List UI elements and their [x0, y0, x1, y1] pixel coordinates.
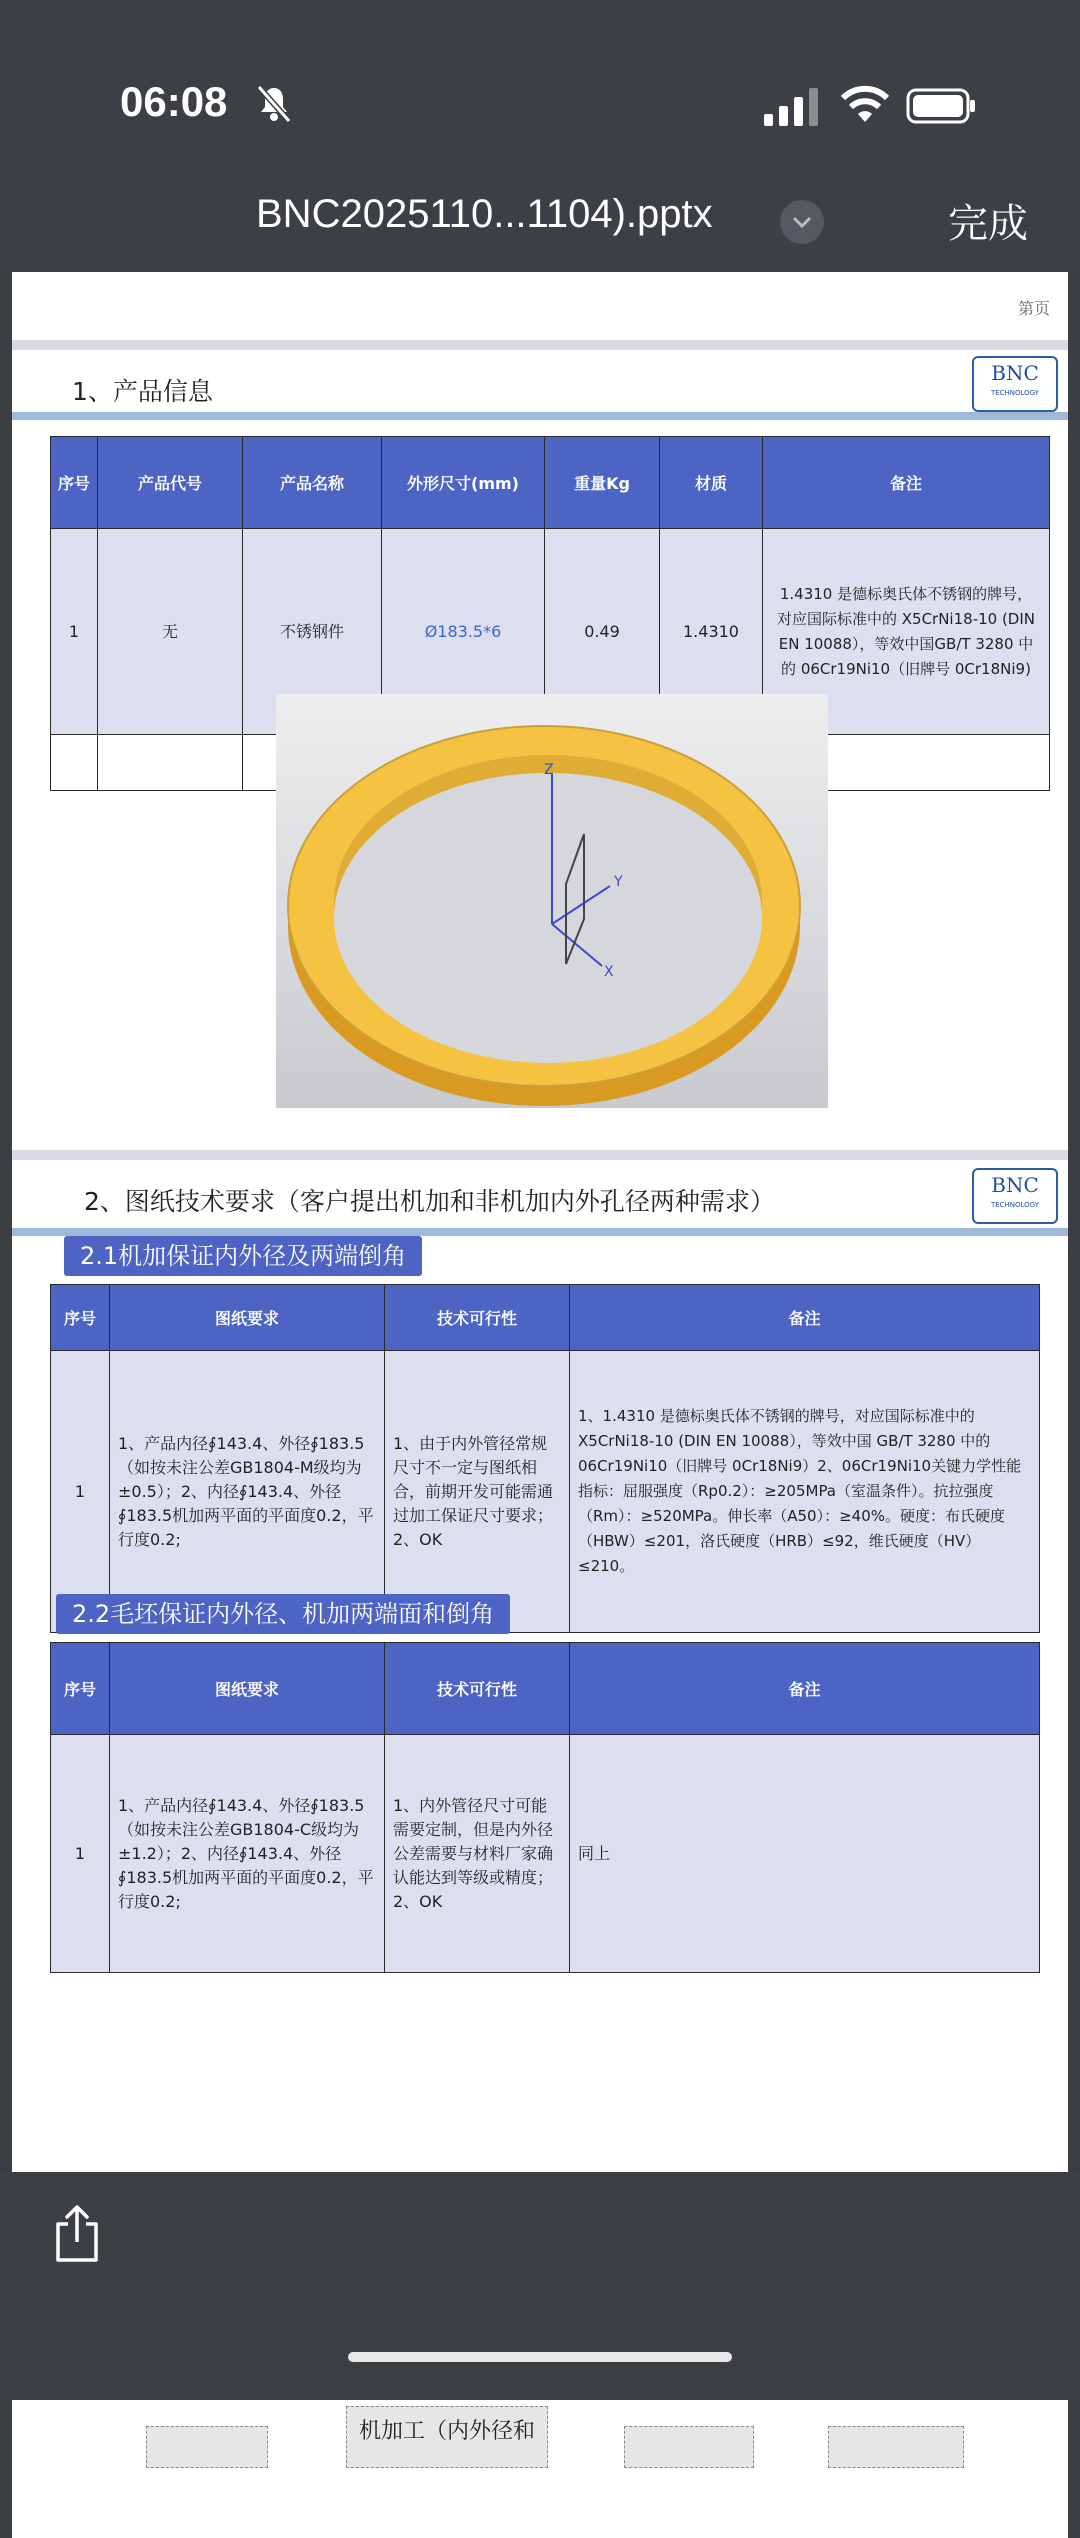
col-header: 产品代号 [98, 437, 243, 529]
document-viewer[interactable] [12, 272, 1068, 2444]
slide-title: 2、图纸技术要求（客户提出机加和非机加内外孔径两种需求） [84, 1187, 775, 1216]
slide-title: 1、产品信息 [72, 377, 213, 406]
chevron-down-icon [780, 200, 824, 244]
col-header: 图纸要求 [110, 1643, 385, 1735]
status-time: 06:08 [120, 78, 228, 125]
cell-requirement: 1、产品内径∮143.4、外径∮183.5（如按未注公差GB1804-M级均为±0.5）；2、内径∮143.4、外径∮183.5机加两平面的平面度0.2，平行度0.2; [110, 1351, 385, 1633]
battery-icon [906, 88, 976, 124]
cell-weight: 0.49 [545, 529, 660, 735]
bottom-toolbar [0, 2172, 1080, 2400]
cell-note: 1.4310 是德标奥氏体不锈钢的牌号，对应国际标准中的 X5CrNi18-10 (DIN EN 10088），等效中国GB/T 3280 中的 06Cr19Ni10（旧牌号 0Cr18Ni9) [763, 529, 1050, 735]
table-row [51, 1735, 1040, 1973]
cell-note: 1、1.4310 是德标奥氏体不锈钢的牌号，对应国际标准中的 X5CrNi18-10 (DIN EN 10088），等效中国 GB/T 3280 中的 06Cr19Ni10（旧牌号 0Cr18Ni9）2、06Cr19Ni10关键力学性能指标：屈服强度（Rp0.2）：≥205MPa（室温条件）。抗拉强度（Rm）：≥520MPa。伸长率（A50）：≥40%。硬度：布氏硬度（HBW）≤201，洛氏硬度（HRB）≤92，维氏硬度（HV）≤210。 [570, 1351, 1040, 1633]
table-row [51, 1351, 1040, 1633]
requirements-table-1 [50, 1284, 1040, 1633]
cell-feasibility: 1、内外管径尺寸可能需要定制，但是内外径公差需要与材料厂家确认能达到等级或精度；2、OK [385, 1735, 570, 1973]
cell-no: 1 [51, 1735, 110, 1973]
axis-x-label: X [604, 964, 614, 980]
col-header: 序号 [51, 1643, 110, 1735]
cell-no: 1 [51, 1351, 110, 1633]
title-divider [12, 1228, 1068, 1236]
section-tag-2-1: 2.1机加保证内外径及两端倒角 [64, 1236, 422, 1276]
bell-muted-icon [256, 84, 292, 124]
done-button[interactable]: 完成 [948, 201, 1028, 247]
col-header: 图纸要求 [110, 1285, 385, 1351]
logo-subtext: TECHNOLOGY [990, 1201, 1040, 1209]
process-box-machining: 机加工（内外径和 [346, 2406, 548, 2468]
cell-size: Ø183.5*6 [382, 529, 545, 735]
logo-text: BNC [991, 1173, 1039, 1197]
cell-note: 同上 [570, 1735, 1040, 1973]
cell-name: 不锈钢件 [243, 529, 382, 735]
cell-feasibility: 1、由于内外管径常规尺寸不一定与图纸相合，前期开发可能需通过加工保证尺寸要求；2、OK [385, 1351, 570, 1633]
col-header: 外形尺寸(mm) [382, 437, 545, 529]
requirements-table-2 [50, 1642, 1040, 1973]
ring-model-image [276, 694, 828, 1108]
col-header: 备注 [763, 437, 1050, 529]
col-header: 重量Kg [545, 437, 660, 529]
home-indicator[interactable] [348, 2352, 732, 2362]
col-header: 序号 [51, 1285, 110, 1351]
cell-material: 1.4310 [660, 529, 763, 735]
col-header: 备注 [570, 1285, 1040, 1351]
col-header: 技术可行性 [385, 1285, 570, 1351]
col-header: 产品名称 [243, 437, 382, 529]
logo-subtext: TECHNOLOGY [990, 389, 1040, 397]
title-divider [12, 412, 1068, 420]
logo-text: BNC [991, 361, 1039, 385]
page-label: 第页 [1017, 299, 1050, 318]
section-tag-2-2: 2.2毛坯保证内外径、机加两端面和倒角 [56, 1594, 510, 1634]
share-icon[interactable] [52, 2204, 102, 2264]
axis-z-label: Z [544, 762, 554, 778]
slide-product-info [12, 350, 1068, 1150]
cell-code: 无 [98, 529, 243, 735]
axis-y-label: Y [614, 874, 623, 890]
cell-requirement: 1、产品内径∮143.4、外径∮183.5（如按未注公差GB1804-C级均为±1.2）；2、内径∮143.4、外径∮183.5机加两平面的平面度0.2，平行度0.2; [110, 1735, 385, 1973]
document-title[interactable]: BNC2025110...1104).pptx [256, 192, 713, 236]
col-header: 备注 [570, 1643, 1040, 1735]
wifi-icon [840, 84, 890, 124]
col-header: 材质 [660, 437, 763, 529]
col-header: 技术可行性 [385, 1643, 570, 1735]
cellular-signal-icon [764, 88, 820, 126]
previous-slide-bottom [12, 272, 1068, 340]
slide-tech-requirements [12, 1160, 1068, 2230]
bnc-logo [972, 1168, 1058, 1224]
process-box [828, 2426, 964, 2468]
process-box [624, 2426, 754, 2468]
col-header: 序号 [51, 437, 98, 529]
cell-no: 1 [51, 529, 98, 735]
process-box [146, 2426, 268, 2468]
bnc-logo [972, 356, 1058, 412]
title-menu-button[interactable] [780, 200, 824, 244]
